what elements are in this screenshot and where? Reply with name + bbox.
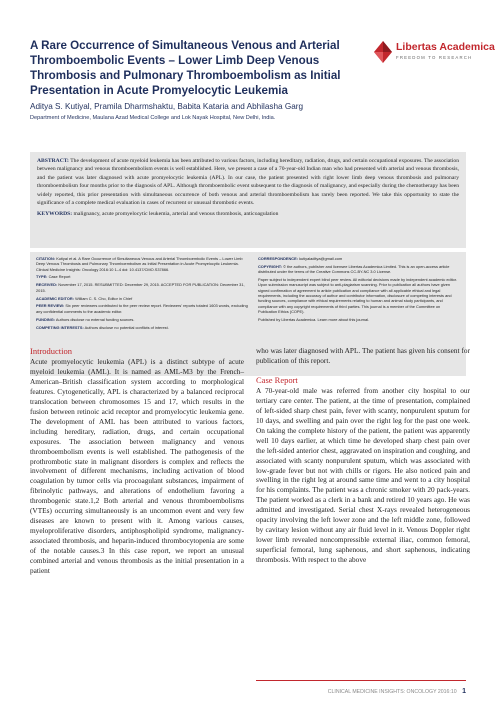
case-report-text: A 70-year-old male was referred from another city hospital to our tertiary care center. The patient, at the time of presentation, complained of left-sided sharp chest pain, fever with scanty, nonpurulent sputum for 10 days, and swelling and pain over the right leg for the past one week. On taking the complete history of the patient, the patient was apparently well 10 days earlier, at which time he developed sharp chest pain over the left-sided anterior chest, aggravated on inspiration and coughing, and associated with scanty nonpurulent sputum, which was associated with low-grade fever but not with chills or rigors. He also noticed pain and swelling in the right leg at around same time and went to a city hospital for his complaints. The patient was a chronic smoker with 20 pack-years. The patient worked as a clerk in a bank and retired 10 years ago. He was admitted and investigated. Serial chest X-rays revealed heterogeneous opacity involving the left lower zone and the left middle zone, followed by cavitary lesion without any air fluid level in it. Venous Doppler right lower limb revealed noncompressible external iliac, common femoral, superficial femoral, lung saphenous, and short saphenous, indicating thrombosis. With respect to the above	[256, 385, 470, 565]
intro-continuation: who was later diagnosed with APL. The patient has given his consent for publication of this report.	[256, 346, 470, 365]
peer-review-statement: Paper subject to independent expert blind peer review. All editorial decisions made by independent academic editor. Upon submission manuscript was subject to anti-plagiarism scanning. Prior to publication all authors have given signed confirmation of agreement to article publication and compliance with all applicable ethical and legal requirements, including the accuracy of author and contributor information, disclosure of competing interests and funding sources, compliance with ethical requirements relating to human and animal study participants, and compliance with any copyright requirements of third parties. This journal is a member of the Committee on Publication Ethics (COPE).	[258, 277, 457, 314]
author-list: Aditya S. Kutiyal, Pramila Dharmshaktu, Babita Kataria and Abhilasha Garg	[30, 102, 304, 111]
article-type: TYPE: Case Report	[36, 274, 71, 280]
footer-rule	[256, 680, 466, 681]
academic-editor: ACADEMIC EDITOR: William C. S. Cho, Editor in Chief	[36, 295, 133, 301]
funding: FUNDING: Authors disclose no external funding sources.	[36, 316, 135, 322]
abstract-box	[30, 152, 466, 248]
article-title: A Rare Occurrence of Simultaneous Venous and Arterial Thromboembolic Events – Lower Limb Deep Venous Thrombosis and Pulmonary Thromboembolism as Initial Presentation in Acute Promyelocytic Leukemia	[30, 39, 341, 97]
article-info-left	[36, 256, 248, 332]
body-column-right	[256, 346, 470, 565]
libertas-logo-icon	[372, 38, 394, 66]
abstract-label: ABSTRACT:	[37, 158, 69, 164]
page-number: 1	[462, 688, 466, 695]
peer-review: PEER REVIEW: Six peer reviewers contributed to the peer review report. Reviewers' reports totaled 1603 words, excluding any confidential comments to the academic editor.	[36, 303, 248, 314]
intro-heading: Introduction	[30, 346, 73, 356]
publisher-logo	[372, 38, 495, 68]
keywords-label: KEYWORDS:	[37, 211, 73, 218]
published-by: Published by Libertas Academica. Learn more about this journal.	[258, 316, 370, 322]
keywords-text: malignancy, acute promyelocytic leukemia, arterial and venous thrombosis, anticoagulation	[73, 211, 279, 218]
page-footer	[256, 688, 466, 695]
article-info-right	[258, 256, 460, 325]
affiliation: Department of Medicine, Maulana Azad Medical College and Lok Nayak Hospital, New Delhi, India.	[30, 115, 276, 121]
body-column-left	[30, 346, 244, 576]
citation: CITATION: Kutiyal et al. A Rare Occurrence of Simultaneous Venous and Arterial Thromboembolic Events – Lower Limb Deep Venous Thrombosis and Pulmonary Thromboembolism as Initial Presentation in Acute Promyelocytic Leukemia. Clinical Medicine Insights: Oncology 2016:10 1–4 doi: 10.4137/CMO.S37866.	[36, 256, 243, 272]
abstract-text: The development of acute myeloid leukemia has been attributed to various factors, including hereditary, radiation, drugs, and certain occupational exposures. The association between malignancy and venous thromboembolism events is well established. Here, we present a case of a 70-year-old Indian man who had presented with arterial and venous thrombosis, and the patient was later diagnosed with acute promyelocytic leukemia (APL). In our case, the patient presented with right lower limb deep venous thrombosis and pulmonary thromboembolism four months prior to the diagnosis of APL. Although thromboembolic event subsequent to the diagnosis of malignancy, and especially during the chemotherapy has been widely reported, this prior presentation with simultaneous occurrence of both venous and arterial thromboembolism has rarely been reported. We take this opportunity to state the significance of a complete medical evaluation in cases of recurrent or unusual thrombotic events.	[37, 158, 459, 207]
correspondence: CORRESPONDENCE: kutiyaladitya@gmail.com	[258, 256, 343, 261]
logo-tagline: FREEDOM TO RESEARCH	[396, 55, 473, 60]
competing-interests: COMPETING INTERESTS: Authors disclose no potential conflicts of interest.	[36, 324, 169, 330]
copyright: COPYRIGHT: © the authors, publisher and licensee Libertas Academica Limited. This is an open-access article distributed under the terms of the Creative Commons CC-BY-NC 3.0 License.	[258, 263, 450, 275]
intro-text: Acute promyelocytic leukemia (APL) is a distinct subtype of acute myeloid leukemia (AML). It is named as AML-M3 by the French–American–British classification system according to morphological features. Cytogenetically, APL is characterized by a balanced reciprocal translocation between chromosomes 15 and 17, which results in the fusion between retinoic acid receptor and promyelocytic leukemia gene. The development of AML has been attributed to various factors, including hereditary, radiation, drugs, and certain occupational exposures. The association between malignancy and venous thromboembolism events is well established. The pathogenesis of the prothrombotic state in malignant disorders is complex and reflects the involvement of different mechanisms, including activation of blood coagulation by tumor cells via procoagulant substances, impairment of fibrinolytic pathways, and alterations of endothelium favoring a thrombogenic state.1,2 Both arterial and venous thromboembolisms (VTEs) occurring simultaneously is an uncommon event and very few diseases are known to present with it. Among various causes, myeloproliferative disorders, antiphospholipid syndrome, malignancy-associated thrombosis, and heparin-induced thrombocytopenia are some of the notable causes.3 In this case report, we report an unusual combined arterial and venous thrombosis as the initial presentation in a patient	[30, 357, 244, 576]
logo-name: Libertas Academica	[396, 41, 495, 53]
received-dates: RECEIVED: November 17, 2015. RESUBMITTED: December 29, 2015. ACCEPTED FOR PUBLICATION: December 31, 2015.	[36, 282, 245, 293]
footer-journal: CLINICAL MEDICINE INSIGHTS: ONCOLOGY 2016:10	[327, 689, 457, 695]
case-report-heading: Case Report	[256, 374, 298, 385]
